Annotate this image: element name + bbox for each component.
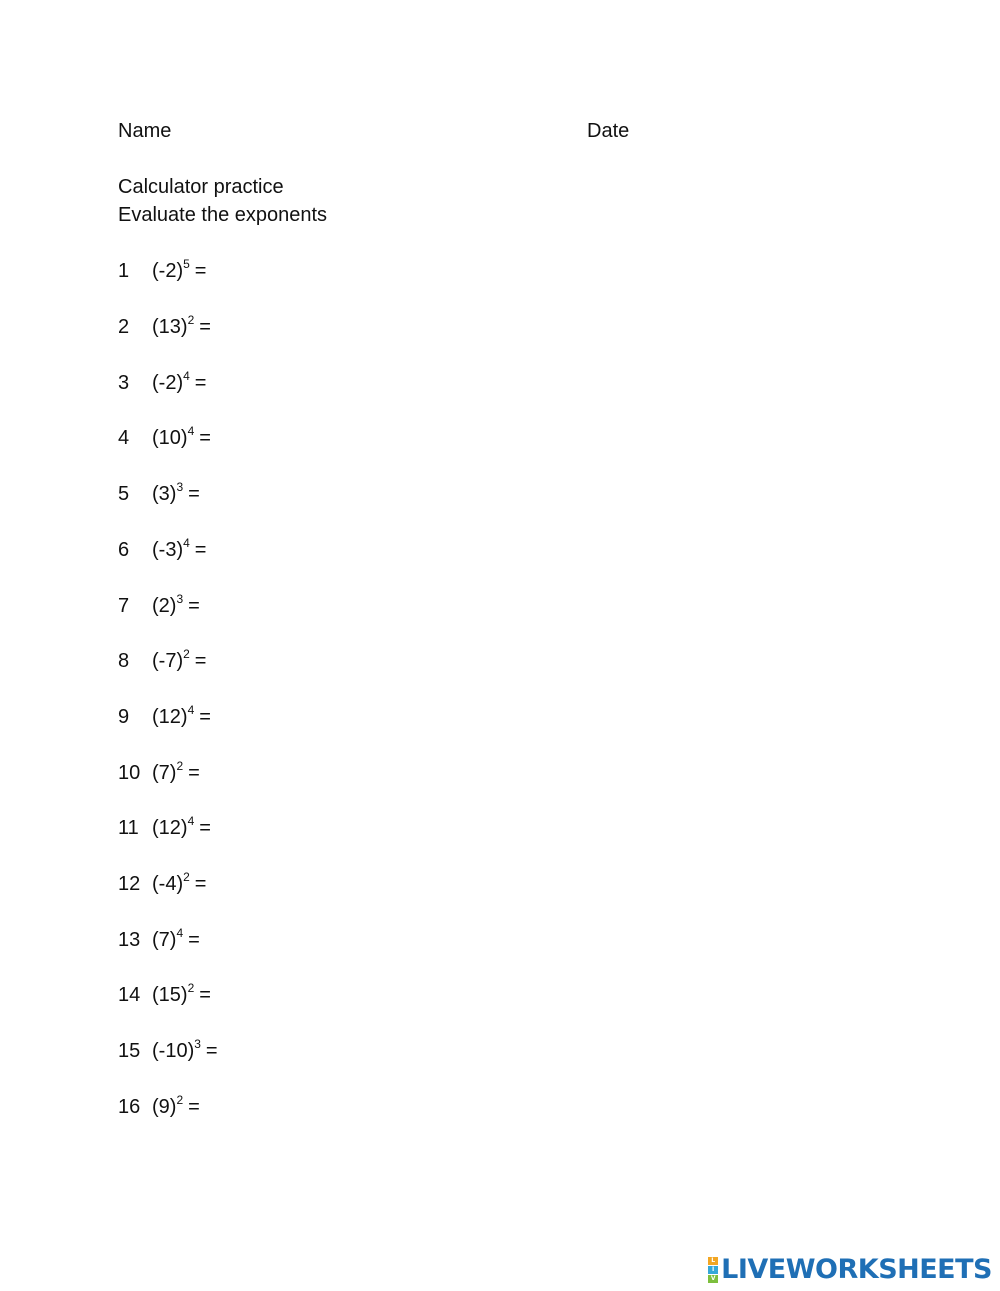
- problem-base: (12): [152, 817, 188, 839]
- problem-15: [118, 1039, 218, 1063]
- equals-sign: =: [188, 1096, 200, 1118]
- logo-block: I: [708, 1266, 718, 1274]
- logo-block: L: [708, 1257, 718, 1265]
- worksheet-title: Calculator practice: [118, 176, 284, 198]
- problem-exponent: 4: [187, 424, 195, 438]
- logo-block: V: [708, 1275, 718, 1283]
- problem-number: 13: [118, 929, 141, 951]
- problem-number: 11: [118, 817, 139, 839]
- date-label: Date: [587, 120, 630, 142]
- problem-number: 9: [118, 706, 130, 728]
- problem-exponent: 2: [176, 1093, 184, 1107]
- logo-text: LIVEWORKSHEETS: [721, 1254, 992, 1285]
- equals-sign: =: [199, 817, 211, 839]
- equals-sign: =: [188, 483, 200, 505]
- equals-sign: =: [194, 539, 207, 561]
- equals-sign: =: [188, 595, 200, 617]
- problem-base: (15): [152, 984, 188, 1006]
- problem-12: [118, 872, 206, 896]
- problem-number: 2: [118, 316, 130, 338]
- problem-8: [118, 649, 206, 673]
- logo-blocks-icon: [708, 1257, 718, 1283]
- problem-11: [118, 816, 211, 840]
- problem-number: 3: [118, 372, 130, 394]
- problem-base: (-7): [152, 650, 184, 672]
- problem-9: [118, 705, 211, 729]
- problem-2: [118, 315, 211, 339]
- problem-exponent: 4: [187, 814, 195, 828]
- problem-5: [118, 482, 200, 506]
- problem-4: [118, 426, 211, 450]
- problem-exponent: 4: [176, 926, 184, 940]
- problem-3: [118, 371, 206, 395]
- problem-number: 10: [118, 762, 141, 784]
- problem-exponent: 4: [183, 369, 190, 383]
- problem-base: (7): [152, 762, 177, 784]
- problem-number: 12: [118, 873, 141, 895]
- equals-sign: =: [188, 929, 200, 951]
- equals-sign: =: [205, 1040, 218, 1062]
- problem-number: 5: [118, 483, 130, 505]
- problem-number: 4: [118, 427, 130, 449]
- equals-sign: =: [199, 316, 211, 338]
- problem-base: (-4): [152, 873, 184, 895]
- problem-exponent: 2: [187, 313, 195, 327]
- problem-number: 15: [118, 1040, 141, 1062]
- problem-exponent: 2: [183, 870, 190, 884]
- problem-base: (-10): [152, 1040, 195, 1062]
- problem-6: [118, 538, 206, 562]
- problem-exponent: 4: [187, 703, 195, 717]
- liveworksheets-logo: [708, 1254, 992, 1286]
- problem-10: [118, 761, 200, 785]
- problem-13: [118, 928, 200, 952]
- problem-base: (9): [152, 1096, 177, 1118]
- problem-base: (12): [152, 706, 188, 728]
- problem-14: [118, 983, 211, 1007]
- problem-exponent: 3: [176, 592, 184, 606]
- problem-exponent: 2: [183, 647, 190, 661]
- problem-exponent: 4: [183, 536, 190, 550]
- equals-sign: =: [199, 984, 211, 1006]
- problem-7: [118, 594, 200, 618]
- equals-sign: =: [199, 706, 211, 728]
- problem-number: 8: [118, 650, 130, 672]
- problem-exponent: 2: [187, 981, 195, 995]
- problem-base: (3): [152, 483, 177, 505]
- problem-base: (-3): [152, 539, 184, 561]
- problem-exponent: 5: [183, 257, 190, 271]
- equals-sign: =: [194, 372, 207, 394]
- problem-base: (10): [152, 427, 188, 449]
- problem-base: (7): [152, 929, 177, 951]
- problem-number: 1: [118, 260, 130, 282]
- problem-exponent: 2: [176, 759, 184, 773]
- problem-number: 7: [118, 595, 130, 617]
- problem-16: [118, 1095, 200, 1119]
- problem-exponent: 3: [194, 1037, 201, 1051]
- problem-1: [118, 259, 206, 283]
- equals-sign: =: [194, 260, 207, 282]
- equals-sign: =: [188, 762, 200, 784]
- problem-exponent: 3: [176, 480, 184, 494]
- worksheet-instructions: Evaluate the exponents: [118, 204, 328, 226]
- problem-base: (13): [152, 316, 188, 338]
- problem-base: (-2): [152, 372, 184, 394]
- problem-number: 16: [118, 1096, 141, 1118]
- problem-number: 14: [118, 984, 141, 1006]
- problem-base: (-2): [152, 260, 184, 282]
- equals-sign: =: [194, 650, 207, 672]
- equals-sign: =: [199, 427, 211, 449]
- problem-number: 6: [118, 539, 130, 561]
- problem-base: (2): [152, 595, 177, 617]
- name-label: Name: [118, 120, 172, 142]
- equals-sign: =: [194, 873, 207, 895]
